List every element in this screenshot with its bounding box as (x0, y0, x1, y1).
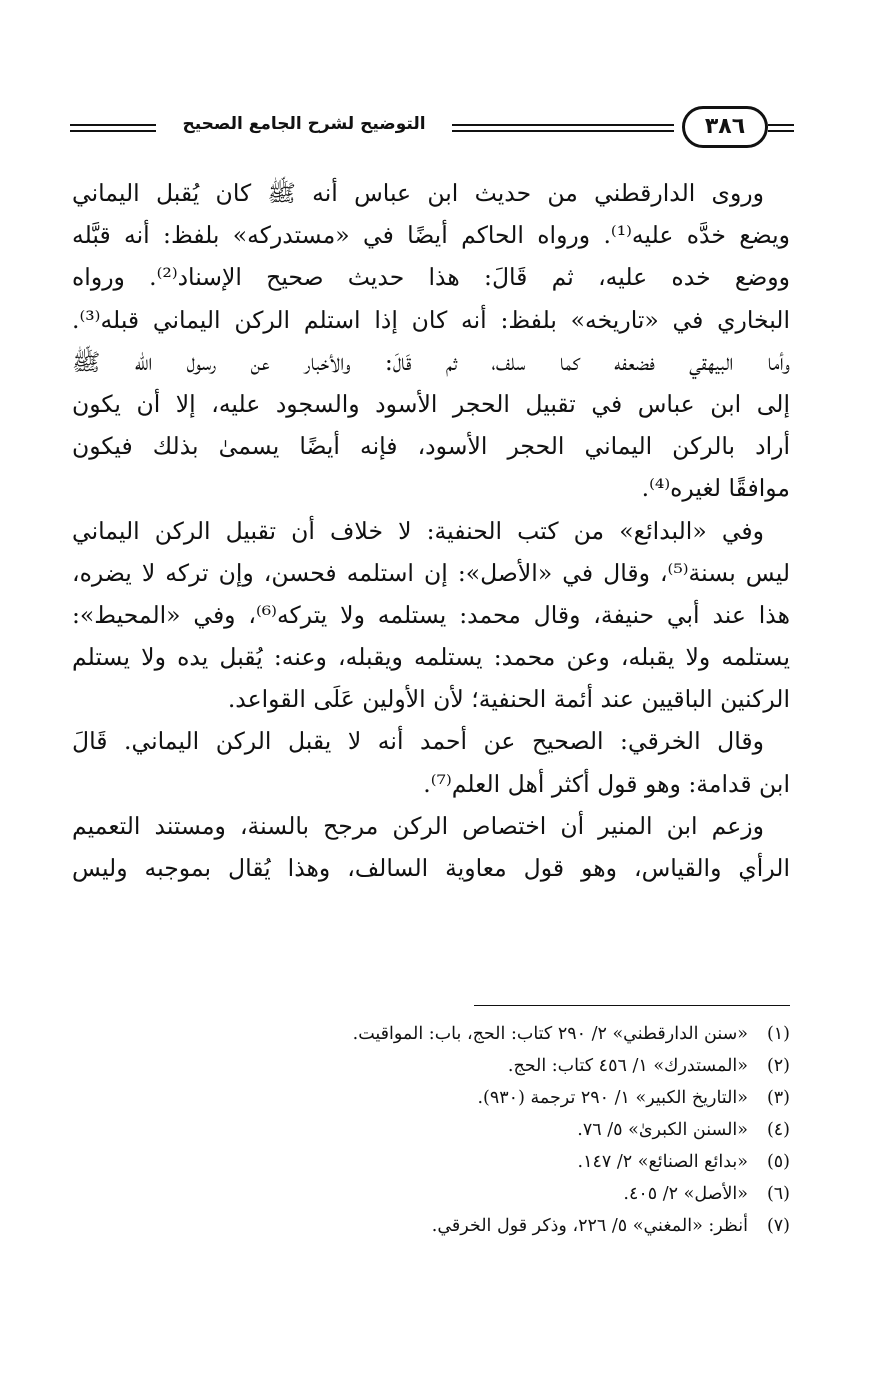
text-line: ووضع خده عليه، ثم قَالَ: هذا حديث صحيح الإسناد⁽²⁾. ورواه (72, 263, 790, 292)
text-line: وأما البيهقي فضعفه كما سلف، ثم قَالَ: والأخبار عن رسول الله ﷺ (72, 347, 790, 376)
footnote-number: (٥) (766, 1152, 790, 1172)
footnote-number: (١) (766, 1024, 790, 1044)
footnote-separator (474, 1005, 790, 1006)
footnote-number: (٤) (766, 1120, 790, 1140)
text-line: ابن قدامة: وهو قول أكثر أهل العلم⁽⁷⁾. (423, 769, 790, 798)
footnote-number: (٦) (766, 1184, 790, 1204)
footnote (200, 1018, 790, 1050)
text-line: هذا عند أبي حنيفة، وقال محمد: يستلمه ولا يتركه⁽⁶⁾، وفي «المحيط»: (72, 600, 790, 629)
text-line: وزعم ابن المنير أن اختصاص الركن مرجح بالسنة، ومستند التعميم (72, 811, 764, 840)
text-line: الركنين الباقيين عند أئمة الحنفية؛ لأن الأولين عَلَى القواعد. (227, 685, 790, 714)
footnote-text: «التاريخ الكبير» ١/ ٢٩٠ ترجمة (٩٣٠). (477, 1088, 748, 1108)
footnote-number: (٢) (766, 1056, 790, 1076)
text-line: ليس بسنة⁽⁵⁾، وقال في «الأصل»: إن استلمه فحسن، وإن تركه لا يضره، (72, 558, 790, 587)
text-line: وفي «البدائع» من كتب الحنفية: لا خلاف أن تقبيل الركن اليماني (72, 516, 764, 545)
main-text (72, 172, 790, 889)
footnote-text: «السنن الكبرىٰ» ٥/ ٧٦. (577, 1120, 748, 1140)
footnote (200, 1146, 790, 1178)
footnote-text: «المستدرك» ١/ ٤٥٦ كتاب: الحج. (507, 1056, 748, 1076)
text-line: موافقًا لغيره⁽⁴⁾. (641, 474, 790, 503)
header-double-rule-middle (452, 124, 674, 132)
footnote-text: «سنن الدارقطني» ٢/ ٢٩٠ كتاب: الحج، باب: المواقيت. (352, 1024, 748, 1044)
header-double-rule-left (70, 124, 156, 132)
text-line: ويضع خدَّه عليه⁽¹⁾. ورواه الحاكم أيضًا في «مستدركه» بلفظ: أنه قبَّله (72, 221, 790, 250)
text-line: أراد بالركن اليماني الحجر الأسود، فإنه أيضًا يسمىٰ بذلك فيكون (72, 432, 790, 461)
footnote (200, 1082, 790, 1114)
page-header (70, 104, 794, 156)
book-title: التوضيح لشرح الجامع الصحيح (182, 114, 426, 134)
footnote-number: (٧) (766, 1216, 790, 1236)
footnote-text: «الأصل» ٢/ ٤٠٥. (623, 1184, 748, 1204)
text-line: الرأي والقياس، وهو قول معاوية السالف، وهذا يُقال بموجبه وليس (72, 854, 790, 882)
footnote (200, 1178, 790, 1210)
footnote (200, 1050, 790, 1082)
text-line: يستلمه ولا يقبله، وعن محمد: يستلمه ويقبله، وعنه: يُقبل يده ولا يستلم (72, 643, 790, 672)
page-number: ٣٨٦ (682, 106, 768, 148)
text-line: وروى الدارقطني من حديث ابن عباس أنه ﷺ كان يُقبل اليماني (72, 179, 764, 207)
footnotes (200, 1018, 790, 1242)
footnote-text: «بدائع الصنائع» ٢/ ١٤٧. (577, 1152, 748, 1172)
header-double-rule-right (768, 124, 794, 132)
footnote (200, 1210, 790, 1242)
footnote-text: أنظر: «المغني» ٥/ ٢٢٦، وذكر قول الخرقي. (431, 1216, 748, 1236)
text-line: البخاري في «تاريخه» بلفظ: أنه كان إذا استلم الركن اليماني قبله⁽³⁾. (72, 305, 790, 334)
text-line: وقال الخرقي: الصحيح عن أحمد أنه لا يقبل الركن اليماني. قَالَ (72, 727, 764, 756)
text-line: إلى ابن عباس في تقبيل الحجر الأسود والسجود عليه، إلا أن يكون (72, 389, 790, 418)
footnote (200, 1114, 790, 1146)
footnote-number: (٣) (766, 1088, 790, 1108)
